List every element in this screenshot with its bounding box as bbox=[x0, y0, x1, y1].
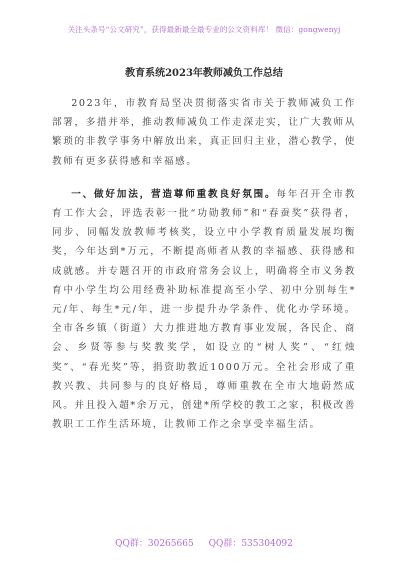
document-title: 教育系统2023年教师减负工作总结 bbox=[125, 68, 283, 79]
qq-group-2: QQ群：535304092 bbox=[208, 539, 293, 549]
promo-header: 关注头条号“公文研究”，获得最新最全最专业的公文资料库！ 微信：gongwenyj bbox=[67, 25, 341, 34]
qq-group-1: QQ群：30265665 bbox=[115, 539, 194, 549]
section-1-text: 每年召开全市教育工作大会，评选表彰一批“功勋教师”和“春蚕奖”获得者，同步、同幅发放教师考核奖，设立中小学教育质量发展均衡奖，今年达到*万元，不断提高师者从教的幸福感、获得感和成就感。并专题召开的市政府常务会议上，明确将全市义务教育中小学生均公用经费补助标准提高至小学、初中分别每生*元/年、每生*元/年，进一步提升办学条件、优化办学环境。全市各乡镇（街道）大力推进地方教育事业发展，各民企、商会、乡贤等参与奖教奖学，如设立的“树人奖”、“红烛奖”、“春光奖”等，捐资助教近1000万元。全社会形成了重教兴教、共同参与的良好格局，尊师重教在全市大地蔚然成风。并且投入超*余万元，创建*所学校的教工之家，积极改善教职工工作生活环境，让教师工作之余享受幸福生活。 bbox=[52, 188, 356, 431]
document-body bbox=[52, 94, 356, 448]
section-1-heading: 一、做好加法，营造尊师重教良好氛围。 bbox=[71, 188, 277, 200]
intro-paragraph: 2023年，市教育局坚决贯彻落实省市关于教师减负工作部署，多措并举，推动教师减负工作走深走实，让广大教师从繁琐的非教学事务中解放出来，真正回归主业，潜心教学，使教师有更多获得感和幸福感。 bbox=[52, 98, 356, 167]
promo-footer bbox=[0, 536, 408, 549]
section-1-paragraph bbox=[52, 185, 356, 435]
